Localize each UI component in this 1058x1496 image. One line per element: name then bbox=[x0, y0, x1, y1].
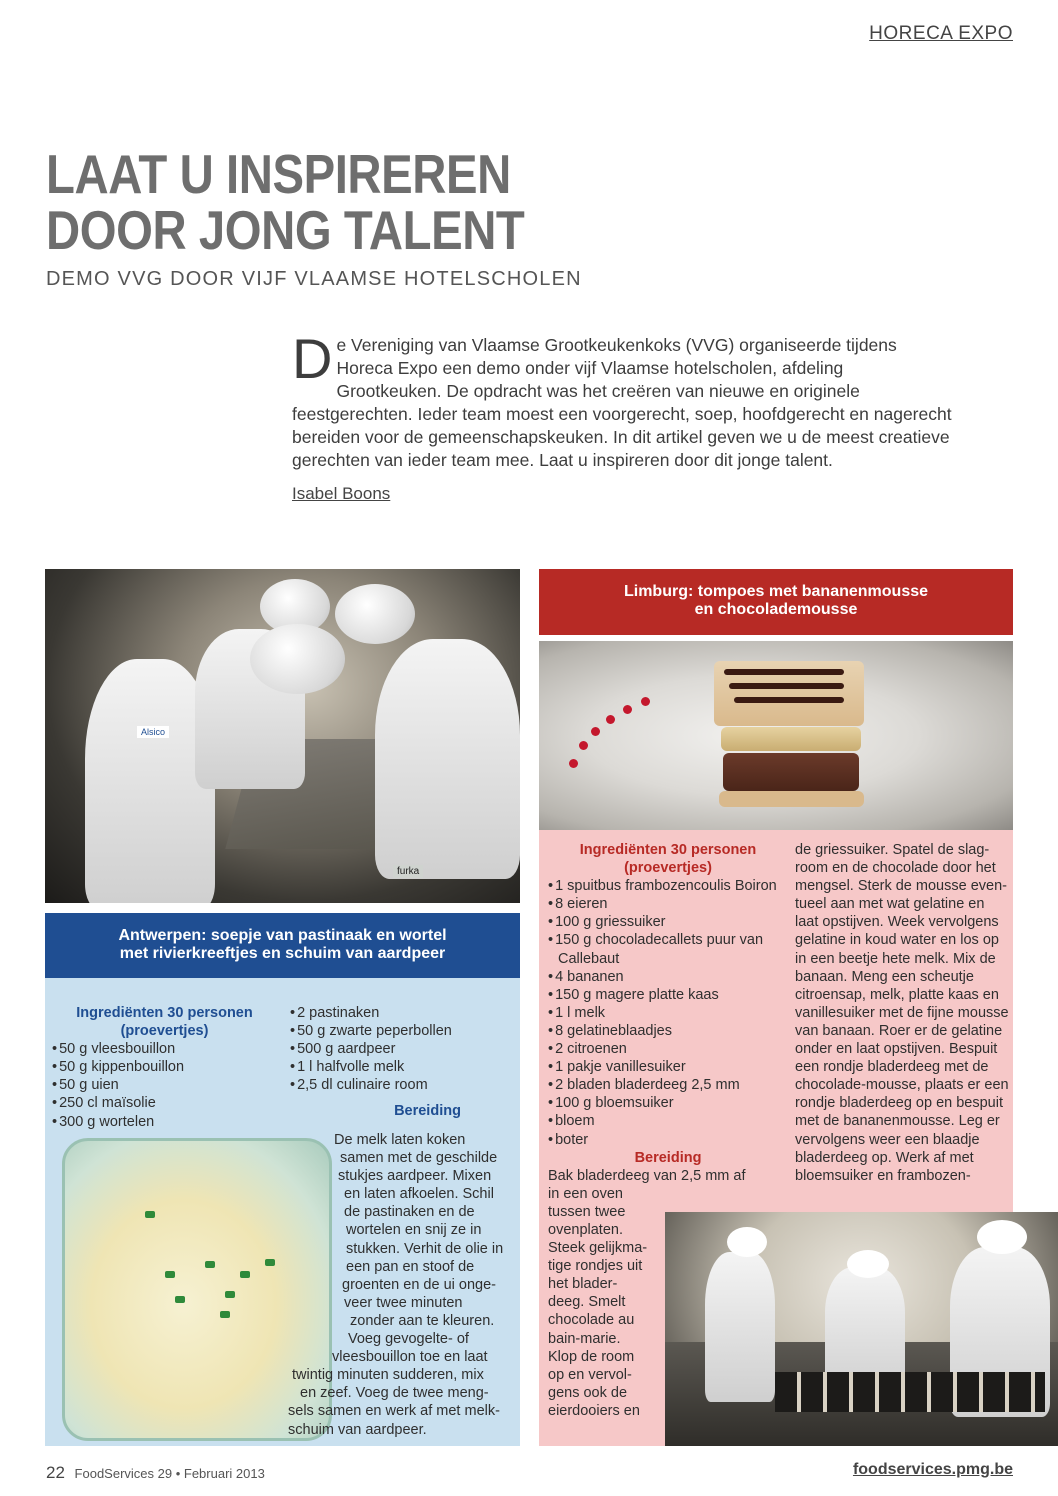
ingredient-item: • boter bbox=[548, 1131, 788, 1149]
bereiding-line: en zeef. Voeg de twee meng- bbox=[300, 1385, 489, 1402]
antwerpen-ingredients-col1 bbox=[52, 1004, 277, 1131]
bereiding-line: groenten en de ui onge- bbox=[342, 1276, 496, 1293]
apron-logo: Alsico bbox=[137, 726, 169, 738]
title-line-2: DOOR JONG TALENT bbox=[46, 199, 525, 261]
ingredient-item: • 2 pastinaken bbox=[290, 1004, 515, 1022]
photo-chefs-plating bbox=[665, 1212, 1058, 1446]
ingredient-list bbox=[548, 877, 788, 1148]
coulis-dot bbox=[569, 759, 578, 768]
bereiding-line: stukken. Verhit de olie in bbox=[346, 1240, 504, 1257]
intro-text: e Vereniging van Vlaamse Grootkeukenkoks (VVG) organiseerde tijdens Horeca Expo een demo onder vijf Vlaamse hotelscholen, afdeling Grootkeuken. De opdracht was het creëren van nieuwe en originele feestgerechten. Ieder team moest een voorgerecht, soep, hoofdgerecht en nagerecht bereiden voor de gemeenschapskeuken. In dit artikel geven we u de meest creatieve gerechten van ieder team mee. Laat u inspireren door dit jonge talent. bbox=[292, 335, 952, 470]
ingredient-item: • 2 citroenen bbox=[548, 1040, 788, 1058]
ingredient-item: • 50 g kippenbouillon bbox=[52, 1058, 277, 1076]
chocolate-stripe bbox=[729, 683, 844, 689]
ingredient-list bbox=[52, 1040, 277, 1130]
ingredients-subheading: (proevertjes) bbox=[624, 860, 712, 877]
chef-hat-icon bbox=[847, 1250, 889, 1278]
ingredient-item: • 150 g chocoladecallets puur van Callebaut bbox=[548, 931, 788, 967]
ingredients-subheading: (proevertjes) bbox=[120, 1023, 209, 1040]
bereiding-line: stukjes aardpeer. Mixen bbox=[338, 1168, 492, 1185]
banana-mousse-layer bbox=[721, 727, 861, 751]
chef-figure bbox=[705, 1252, 775, 1402]
limburg-bereiding-continued: de griessuiker. Spatel de slag-room en de chocolade door het mengsel. Sterk de mousse even-tueel aan met wat gelatine en laat opstijven. Week vervolgens gelatine in koud water en los op in een beetje hete melk. Mix de banaan. Meng een scheutje citroensap, melk, platte kaas en vanillesuiker met de fijne mousse van banaan. Roer er de gelatine onder en laat opstijven. Bespuit een rondje bladerdeeg met de chocolade-mousse, plaats er een rondje bladerdeeg op en bespuit met de bananenmousse. Leg er vervolgens weer een blaadje bladerdeeg op. Werk af met bloemsuiker en frambozen- bbox=[795, 842, 1009, 1184]
bereiding-line: de pastinaken en de bbox=[344, 1204, 475, 1221]
ingredients-heading: Ingrediënten 30 personen bbox=[76, 1005, 253, 1021]
ingredient-item: • 300 g wortelen bbox=[52, 1113, 277, 1131]
bereiding-line: wortelen en snij ze in bbox=[346, 1222, 482, 1239]
bereiding-line: op en vervol- bbox=[548, 1366, 632, 1383]
ingredient-item: • bloem bbox=[548, 1112, 788, 1130]
ingredient-item: • 8 gelatineblaadjes bbox=[548, 1022, 788, 1040]
bereiding-line: sels samen en werk af met melk- bbox=[288, 1403, 500, 1420]
bereiding-line: veer twee minuten bbox=[344, 1294, 463, 1311]
chocolate-stripe bbox=[724, 669, 844, 675]
chef-hat-icon bbox=[977, 1220, 1027, 1254]
chocolate-stripe bbox=[734, 697, 844, 703]
bereiding-line: Steek gelijkma- bbox=[548, 1240, 648, 1257]
bereiding-line: vleesbouillon toe en laat bbox=[332, 1349, 488, 1366]
chive-garnish bbox=[205, 1261, 215, 1268]
ingredient-item: • 1 pakje vanillesuiker bbox=[548, 1058, 788, 1076]
coulis-dot bbox=[623, 705, 632, 714]
antwerpen-ingredients-col2 bbox=[290, 1004, 515, 1121]
ingredient-item: • 1 spuitbus frambozencoulis Boiron bbox=[548, 877, 788, 895]
ingredient-item: • 2 bladen bladerdeeg 2,5 mm bbox=[548, 1076, 788, 1094]
page-number: 22 bbox=[46, 1463, 65, 1482]
bereiding-line: en laten afkoelen. Schil bbox=[344, 1186, 494, 1203]
bereiding-line: samen met de geschilde bbox=[340, 1150, 498, 1167]
coulis-dot bbox=[591, 727, 600, 736]
ingredient-item: • 500 g aardpeer bbox=[290, 1040, 515, 1058]
ingredient-item: • 100 g bloemsuiker bbox=[548, 1094, 788, 1112]
limburg-title-line-1: Limburg: tompoes met bananenmousse bbox=[623, 583, 929, 600]
ingredient-item: • 2,5 dl culinaire room bbox=[290, 1076, 515, 1094]
bereiding-line: een pan en stoof de bbox=[346, 1258, 475, 1275]
bereiding-heading: Bereiding bbox=[634, 1149, 702, 1166]
bereiding-text bbox=[288, 1131, 516, 1439]
chive-garnish bbox=[225, 1291, 235, 1298]
ingredient-item: • 100 g griessuiker bbox=[548, 913, 788, 931]
ingredient-item: • 50 g zwarte peperbollen bbox=[290, 1022, 515, 1040]
antwerpen-bereiding bbox=[288, 1131, 516, 1439]
chef-figure bbox=[375, 639, 520, 879]
author-byline[interactable]: Isabel Boons bbox=[292, 484, 391, 503]
intro-paragraph bbox=[292, 327, 952, 472]
bereiding-line: eierdooiers en bbox=[548, 1402, 640, 1419]
bereiding-heading: Bereiding bbox=[394, 1103, 461, 1120]
chef-hat-icon bbox=[250, 624, 345, 694]
coulis-dot bbox=[641, 697, 650, 706]
coulis-dot bbox=[606, 715, 615, 724]
limburg-title-line-2: en chocolademousse bbox=[694, 601, 858, 618]
section-tag: HORECA EXPO bbox=[869, 23, 1013, 44]
bereiding-line: deeg. Smelt bbox=[548, 1294, 626, 1311]
issue-info: FoodServices 29 • Februari 2013 bbox=[74, 1466, 265, 1481]
bereiding-line: Bak bladerdeeg van 2,5 mm af bbox=[548, 1167, 746, 1184]
article-title bbox=[46, 143, 525, 261]
bereiding-line: tige rondjes uit bbox=[548, 1258, 643, 1275]
bereiding-line: in een oven bbox=[548, 1185, 623, 1202]
bereiding-line: bain-marie. bbox=[548, 1330, 621, 1347]
antwerpen-title-line-2: met rivierkreeftjes en schuim van aardpeer bbox=[119, 945, 446, 962]
footer-issue bbox=[46, 1463, 265, 1483]
ingredient-item: • 1 l halfvolle melk bbox=[290, 1058, 515, 1076]
ingredient-item: • 1 l melk bbox=[548, 1004, 788, 1022]
antwerpen-title-line-1: Antwerpen: soepje van pastinaak en wortel bbox=[118, 927, 447, 944]
ingredient-list bbox=[290, 1004, 515, 1094]
chef-hat-icon bbox=[727, 1227, 767, 1257]
article-subtitle: DEMO VVG DOOR VIJF VLAAMSE HOTELSCHOLEN bbox=[46, 268, 582, 290]
plates-row bbox=[775, 1372, 1045, 1412]
bereiding-line: Voeg gevogelte- of bbox=[348, 1331, 469, 1348]
chive-garnish bbox=[240, 1271, 250, 1278]
table-label: furka bbox=[393, 865, 423, 878]
bereiding-line: schuim van aardpeer. bbox=[288, 1421, 427, 1438]
bereiding-line: chocolade au bbox=[548, 1312, 635, 1329]
bereiding-line: twintig minuten sudderen, mix bbox=[292, 1367, 484, 1384]
bereiding-line: het blader- bbox=[548, 1276, 618, 1293]
chocolate-mousse-layer bbox=[723, 753, 859, 791]
chive-garnish bbox=[175, 1296, 185, 1303]
bereiding-line: tussen twee bbox=[548, 1203, 626, 1220]
drop-cap: D bbox=[292, 327, 333, 390]
ingredient-item: • 50 g uien bbox=[52, 1076, 277, 1094]
photo-tompoes-dessert bbox=[539, 641, 1013, 830]
bereiding-line: zonder aan te kleuren. bbox=[350, 1312, 495, 1329]
antwerpen-banner bbox=[45, 913, 520, 978]
chive-garnish bbox=[220, 1311, 230, 1318]
ingredient-item: • 4 bananen bbox=[548, 968, 788, 986]
limburg-banner bbox=[539, 569, 1013, 635]
coulis-dot bbox=[579, 741, 588, 750]
chef-hat-icon bbox=[335, 584, 415, 644]
ingredient-item: • 150 g magere platte kaas bbox=[548, 986, 788, 1004]
chive-garnish bbox=[165, 1271, 175, 1278]
bereiding-line: gens ook de bbox=[548, 1384, 628, 1401]
bereiding-line: De melk laten koken bbox=[334, 1132, 466, 1148]
ingredients-heading: Ingrediënten 30 personen bbox=[579, 842, 757, 858]
chive-garnish bbox=[145, 1211, 155, 1218]
ingredient-item: • 250 cl maïsolie bbox=[52, 1094, 277, 1112]
ingredient-item: • 8 eieren bbox=[548, 895, 788, 913]
footer-website-link[interactable]: foodservices.pmg.be bbox=[852, 1461, 1013, 1478]
photo-students-cooking bbox=[45, 569, 520, 903]
bereiding-line: Klop de room bbox=[548, 1348, 635, 1365]
ingredient-item: • 50 g vleesbouillon bbox=[52, 1040, 277, 1058]
pastry-base bbox=[719, 791, 864, 807]
chive-garnish bbox=[265, 1259, 275, 1266]
title-line-1: LAAT U INSPIREREN bbox=[46, 143, 511, 205]
bereiding-line: ovenplaten. bbox=[548, 1221, 623, 1238]
